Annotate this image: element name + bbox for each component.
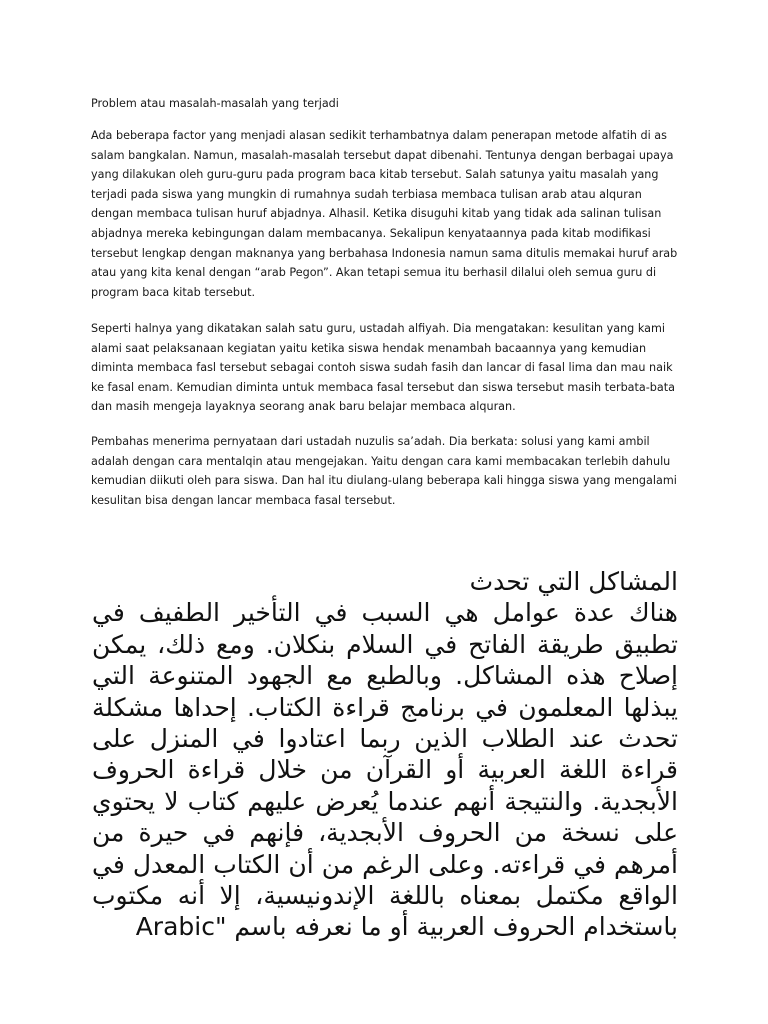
- arabic-translation: [92, 566, 678, 943]
- paragraph-1: Ada beberapa factor yang menjadi alasan sedikit terhambatnya dalam penerapan metode alfatih di as salam bangkalan. Namun, masalah-masalah tersebut dapat dibenahi. Tentunya dengan berbagai upaya yang dilakukan oleh guru-guru pada program baca kitab tersebut. Salah satunya yaitu masalah yang terjadi pada siswa yang mungkin di rumahnya sudah terbiasa membaca tulisan arab atau alquran dengan membaca tulisan huruf abjadnya. Alhasil. Ketika disuguhi kitab yang tidak ada salinan tulisan abjadnya mereka kebingungan dalam membacanya. Sekalipun kenyataannya pada kitab modifikasi tersebut lengkap dengan maknanya yang berbahasa Indonesia namun sama ditulis memakai huruf arab atau yang kita kenal dengan “arab Pegon”. Akan tetapi semua itu berhasil dilalui oleh semua guru di program baca kitab tersebut.: [91, 129, 678, 299]
- arabic-heading: المشاكل التي تحدث: [469, 567, 678, 596]
- paragraph-3: Pembahas menerima pernyataan dari ustadah nuzulis sa’adah. Dia berkata: solusi yang kami ambil adalah dengan cara mentalqin atau mengejakan. Yaitu dengan cara kami membacakan terlebih dahulu kemudian diikuti oleh para siswa. Dan hal itu diulang-ulang beberapa kali hingga siswa yang mengalami kesulitan bisa dengan lancar membaca fasal tersebut.: [91, 435, 677, 507]
- section-heading: Problem atau masalah-masalah yang terjadi: [91, 97, 339, 110]
- paragraph-2: Seperti halnya yang dikatakan salah satu guru, ustadah alfiyah. Dia mengatakan: kesulitan yang kami alami saat pelaksanaan kegiatan yaitu ketika siswa hendak menambah bacaannya yang kemudian diminta membaca fasl tersebut sebagai contoh siswa sudah fasih dan lancar di fasal lima dan mau naik ke fasal enam. Kemudian diminta untuk membaca fasal tersebut dan siswa tersebut masih terbata-bata dan masih mengeja layaknya seorang anak baru belajar membaca alquran.: [91, 322, 676, 414]
- arabic-paragraph: هناك عدة عوامل هي السبب في التأخير الطفيف في تطبيق طريقة الفاتح في السلام بنكلان. ومع ذلك، يمكن إصلاح هذه المشاكل. وبالطبع مع الجهود المتنوعة التي يبذلها المعلمون في برنامج قراءة الكتاب. إحداها مشكلة تحدث عند الطلاب الذين ربما اعتادوا في المنزل على قراءة اللغة العربية أو القرآن من خلال قراءة الحروف الأبجدية. والنتيجة أنهم عندما يُعرض عليهم كتاب لا يحتوي على نسخة من الحروف الأبجدية، فإنهم في حيرة من أمرهم في قراءته. وعلى الرغم من أن الكتاب المعدل في الواقع مكتمل بمعناه باللغة الإندونيسية، إلا أنه مكتوب باستخدام الحروف العربية أو ما نعرفه باسم "Arabic: [92, 598, 678, 942]
